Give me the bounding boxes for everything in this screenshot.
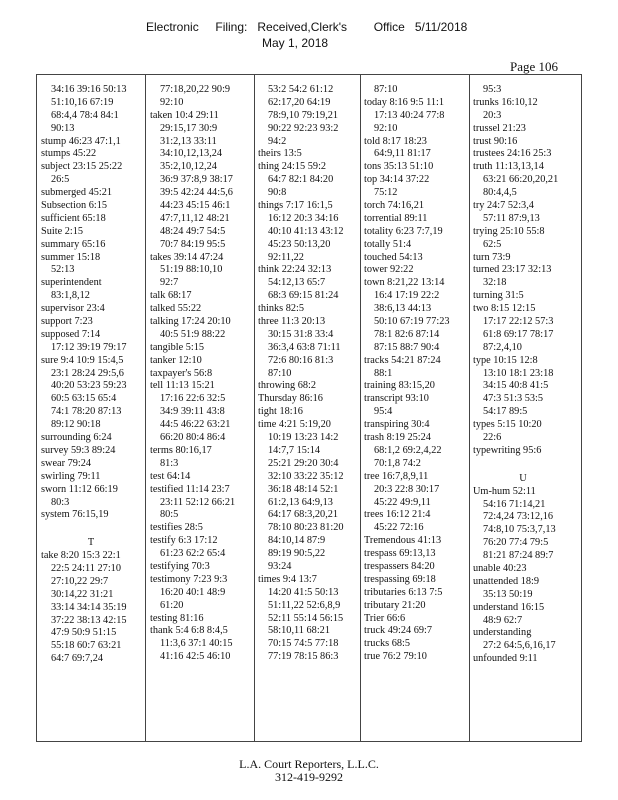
- index-entry: testified 11:14 23:7: [150, 483, 230, 495]
- index-entry: trucks 68:5: [364, 638, 411, 650]
- index-entry: tracks 54:21 87:24: [364, 354, 441, 366]
- index-entry: 17:16 22:6 32:5: [160, 393, 226, 405]
- index-entry: tight 18:16: [258, 406, 303, 418]
- index-entry: 66:20 80:4 86:4: [160, 432, 226, 444]
- index-entry: 95:4: [374, 406, 393, 418]
- index-entry: 34:9 39:11 43:8: [160, 406, 225, 418]
- index-entry: try 24:7 52:3,4: [473, 200, 534, 212]
- index-entry: trustees 24:16 25:3: [473, 148, 552, 160]
- index-entry: sworn 11:12 66:19: [41, 483, 118, 495]
- index-entry: 78:1 82:6 87:14: [374, 328, 440, 340]
- index-entry: 74:8,10 75:3,7,13: [483, 524, 556, 536]
- index-entry: type 10:15 12:8: [473, 354, 538, 366]
- index-entry: trussel 21:23: [473, 122, 526, 134]
- index-entry: 39:5 42:24 44:5,6: [160, 187, 233, 199]
- index-entry: swear 79:24: [41, 457, 92, 469]
- index-entry: 48:24 49:7 54:5: [160, 225, 226, 237]
- index-entry: 34:10,12,13,24: [160, 148, 223, 160]
- index-letter-heading: T: [87, 537, 95, 549]
- index-entry: typewriting 95:6: [473, 444, 542, 456]
- index-entry: 22:6: [483, 432, 502, 444]
- index-entry: testifies 28:5: [150, 522, 203, 534]
- index-entry: told 8:17 18:23: [364, 135, 427, 147]
- index-entry: unfounded 9:11: [473, 653, 538, 665]
- index-entry: Suite 2:15: [41, 225, 84, 237]
- index-entry: three 11:3 20:13: [258, 316, 326, 328]
- index-entry: totality 6:23 7:7,19: [364, 225, 443, 237]
- index-entry: trying 25:10 55:8: [473, 225, 545, 237]
- index-entry: [41, 522, 141, 535]
- index-entry: 35:13 50:19: [483, 588, 533, 600]
- index-entry: torrential 89:11: [364, 212, 428, 224]
- index-entry: two 8:15 12:15: [473, 303, 536, 315]
- index-entry: talked 55:22: [150, 303, 202, 315]
- index-entry: submerged 45:21: [41, 187, 113, 199]
- index-entry: 77:18,20,22 90:9: [160, 84, 231, 95]
- index-entry: training 83:15,20: [364, 380, 435, 392]
- filing-date: May 1, 2018: [262, 36, 329, 50]
- index-entry: 22:5 24:11 27:10: [51, 562, 121, 574]
- index-entry: 36:18 48:14 52:1: [268, 483, 339, 495]
- index-entry: 90:8: [268, 187, 287, 199]
- index-entry: 54:12,13 65:7: [268, 277, 326, 289]
- index-entry: support 7:23: [41, 316, 93, 328]
- column-divider: [360, 74, 361, 742]
- index-entry: 51:19 88:10,10: [160, 264, 223, 276]
- index-entry: 93:24: [268, 560, 292, 572]
- index-entry: 95:3: [483, 84, 502, 95]
- index-entry: 60:5 63:15 65:4: [51, 393, 117, 405]
- index-entry: 27:2 64:5,6,16,17: [483, 640, 556, 652]
- index-entry: tangible 5:15: [150, 341, 205, 353]
- index-entry: sufficient 65:18: [41, 212, 106, 224]
- index-entry: 88:1: [374, 367, 393, 379]
- index-entry: 32:10 33:22 35:12: [268, 470, 344, 482]
- index-entry: trash 8:19 25:24: [364, 432, 431, 444]
- index-entry: supposed 7:14: [41, 328, 101, 340]
- index-entry: 81:21 87:24 89:7: [483, 550, 554, 562]
- index-entry: thing 24:15 59:2: [258, 161, 327, 173]
- index-entry: 51:10,16 67:19: [51, 96, 114, 108]
- index-entry: 55:18 60:7 63:21: [51, 640, 122, 652]
- index-entry: 30:14,22 31:21: [51, 588, 114, 600]
- index-entry: truck 49:24 69:7: [364, 625, 433, 637]
- index-entry: 70:15 74:5 77:18: [268, 638, 339, 650]
- index-entry: 40:10 41:13 43:12: [268, 225, 344, 237]
- index-entry: trespassers 84:20: [364, 560, 435, 572]
- index-entry: 52:11 55:14 56:15: [268, 612, 344, 624]
- index-column-5: [473, 84, 573, 666]
- index-entry: 36:3,4 63:8 71:11: [268, 341, 341, 353]
- index-entry: 84:10,14 87:9: [268, 535, 326, 547]
- index-entry: 92:10: [374, 122, 398, 134]
- reporter-phone: 312-419-9292: [275, 770, 343, 784]
- index-column-1: [41, 84, 141, 666]
- index-entry: turned 23:17 32:13: [473, 264, 552, 276]
- index-entry: throwing 68:2: [258, 380, 317, 392]
- index-entry: stump 46:23 47:1,1: [41, 135, 121, 147]
- index-entry: 16:4 17:19 22:2: [374, 290, 440, 302]
- index-entry: 48:9 62:7: [483, 614, 523, 626]
- index-entry: taxpayer's 56:8: [150, 367, 213, 379]
- index-entry: 76:20 77:4 79:5: [483, 537, 549, 549]
- index-entry: 51:11,22 52:6,8,9: [268, 599, 341, 611]
- index-entry: top 34:14 37:22: [364, 174, 430, 186]
- index-entry: true 76:2 79:10: [364, 651, 427, 663]
- index-entry: thank 5:4 6:8 8:4,5: [150, 625, 228, 637]
- index-entry: transpiring 30:4: [364, 419, 430, 431]
- index-entry: think 22:24 32:13: [258, 264, 332, 276]
- index-entry: today 8:16 9:5 11:1: [364, 96, 444, 108]
- index-entry: surrounding 6:24: [41, 432, 112, 444]
- index-entry: testify 6:3 17:12: [150, 535, 218, 547]
- index-entry: transcript 93:10: [364, 393, 429, 405]
- index-entry: 64:17 68:3,20,21: [268, 509, 339, 521]
- index-entry: 70:7 84:19 95:5: [160, 238, 226, 250]
- index-entry: 64:7 69:7,24: [51, 653, 104, 665]
- index-entry: 72:4,24 73:12,16: [483, 511, 554, 523]
- index-entry: understanding: [473, 627, 532, 639]
- index-entry: takes 39:14 47:24: [150, 251, 224, 263]
- index-entry: [473, 458, 573, 471]
- column-divider: [254, 74, 255, 742]
- index-entry: 34:16 39:16 50:13: [51, 84, 127, 95]
- index-entry: 17:12 39:19 79:17: [51, 341, 127, 353]
- index-entry: 61:2,13 64:9,13: [268, 496, 333, 508]
- index-entry: subject 23:15 25:22: [41, 161, 123, 173]
- index-entry: take 8:20 15:3 22:1: [41, 550, 121, 562]
- page-number: Page 106: [510, 59, 559, 74]
- index-entry: 62:17,20 64:19: [268, 96, 331, 108]
- index-column-2: [150, 84, 250, 664]
- footer: [0, 758, 618, 784]
- index-entry: theirs 13:5: [258, 148, 302, 160]
- index-entry: 70:1,8 74:2: [374, 457, 421, 469]
- index-entry: truth 11:13,13,14: [473, 161, 544, 173]
- column-divider: [145, 74, 146, 742]
- index-entry: 25:21 29:20 30:4: [268, 457, 339, 469]
- index-entry: 13:10 18:1 23:18: [483, 367, 554, 379]
- index-entry: 16:20 40:1 48:9: [160, 586, 226, 598]
- index-entry: system 76:15,19: [41, 509, 109, 521]
- index-column-4: [364, 84, 464, 664]
- index-entry: 41:16 42:5 46:10: [160, 651, 231, 663]
- index-entry: 53:2 54:2 61:12: [268, 84, 334, 95]
- index-entry: 74:1 78:20 87:13: [51, 406, 122, 418]
- index-entry: 32:18: [483, 277, 507, 289]
- index-entry: 94:2: [268, 135, 287, 147]
- index-entry: things 7:17 16:1,5: [258, 200, 333, 212]
- index-entry: unable 40:23: [473, 562, 527, 574]
- index-entry: 90:13: [51, 122, 75, 134]
- index-entry: 40:20 53:23 59:23: [51, 380, 127, 392]
- index-entry: 34:15 40:8 41:5: [483, 380, 549, 392]
- index-entry: town 8:21,22 13:14: [364, 277, 445, 289]
- index-entry: trespass 69:13,13: [364, 548, 436, 560]
- index-entry: 20:3 22:8 30:17: [374, 483, 440, 495]
- index-entry: stumps 45:22: [41, 148, 97, 160]
- index-entry: 26:5: [51, 174, 70, 186]
- index-entry: talking 17:24 20:10: [150, 316, 231, 328]
- index-entry: 87:10: [374, 84, 398, 95]
- index-entry: Subsection 6:15: [41, 200, 108, 212]
- index-entry: 89:12 90:18: [51, 419, 101, 431]
- index-entry: 61:20: [160, 599, 184, 611]
- index-entry: understand 16:15: [473, 601, 545, 613]
- index-entry: 40:5 51:9 88:22: [160, 328, 226, 340]
- index-entry: 45:22 72:16: [374, 522, 424, 534]
- index-entry: tower 92:22: [364, 264, 414, 276]
- index-entry: taken 10:4 29:11: [150, 109, 219, 121]
- index-entry: 33:14 34:14 35:19: [51, 601, 127, 613]
- index-entry: 16:12 20:3 34:16: [268, 212, 339, 224]
- index-entry: time 4:21 5:19,20: [258, 419, 331, 431]
- index-entry: 81:3: [160, 457, 179, 469]
- index-entry: unattended 18:9: [473, 575, 540, 587]
- index-entry: Um-hum 52:11: [473, 485, 536, 497]
- index-entry: trunks 16:10,12: [473, 96, 538, 108]
- index-entry: 90:22 92:23 93:2: [268, 122, 339, 134]
- index-entry: Trier 66:6: [364, 612, 406, 624]
- index-entry: 44:5 46:22 63:21: [160, 419, 231, 431]
- index-entry: 77:19 78:15 86:3: [268, 651, 339, 663]
- index-entry: Thursday 86:16: [258, 393, 323, 405]
- index-entry: 83:1,8,12: [51, 290, 90, 302]
- index-entry: times 9:4 13:7: [258, 573, 317, 585]
- index-entry: 30:15 31:8 33:4: [268, 328, 334, 340]
- index-entry: 54:16 71:14,21: [483, 498, 546, 510]
- index-entry: 87:2,4,10: [483, 341, 522, 353]
- index-entry: 87:15 88:7 90:4: [374, 341, 440, 353]
- index-entry: trespassing 69:18: [364, 573, 436, 585]
- index-entry: 52:13: [51, 264, 75, 276]
- index-entry: superintendent: [41, 277, 102, 289]
- index-entry: tell 11:13 15:21: [150, 380, 215, 392]
- index-entry: tributary 21:20: [364, 599, 426, 611]
- index-entry: testifying 70:3: [150, 560, 210, 572]
- index-entry: survey 59:3 89:24: [41, 444, 116, 456]
- index-entry: 80:5: [160, 509, 179, 521]
- index-entry: 72:6 80:16 81:3: [268, 354, 334, 366]
- index-entry: types 5:15 10:20: [473, 419, 542, 431]
- index-entry: supervisor 23:4: [41, 303, 105, 315]
- index-entry: testimony 7:23 9:3: [150, 573, 228, 585]
- index-entry: 29:15,17 30:9: [160, 122, 218, 134]
- index-entry: turning 31:5: [473, 290, 524, 302]
- index-entry: tree 16:7,8,9,11: [364, 470, 429, 482]
- index-entry: 47:9 50:9 51:15: [51, 627, 117, 639]
- index-entry: 64:7 82:1 84:20: [268, 174, 334, 186]
- index-entry: 17:13 40:24 77:8: [374, 109, 445, 121]
- index-entry: testing 81:16: [150, 612, 204, 624]
- index-entry: 20:3: [483, 109, 502, 121]
- index-entry: summer 15:18: [41, 251, 101, 263]
- index-entry: 68:1,2 69:2,4,22: [374, 444, 442, 456]
- index-entry: 80:4,4,5: [483, 187, 517, 199]
- index-entry: tons 35:13 51:10: [364, 161, 434, 173]
- index-entry: tributaries 6:13 7:5: [364, 586, 443, 598]
- index-entry: 64:9,11 81:17: [374, 148, 431, 160]
- index-entry: 14:7,7 15:14: [268, 444, 321, 456]
- index-column-3: [258, 84, 358, 664]
- index-entry: 58:10,11 68:21: [268, 625, 330, 637]
- filing-stamp-line: Electronic Filing: Received,Clerk's Office 5/11/2018: [146, 20, 468, 34]
- index-entry: torch 74:16,21: [364, 200, 425, 212]
- index-entry: 10:19 13:23 14:2: [268, 432, 339, 444]
- index-entry: 17:17 22:12 57:3: [483, 316, 554, 328]
- index-entry: 63:21 66:20,20,21: [483, 174, 559, 186]
- index-entry: test 64:14: [150, 470, 191, 482]
- index-entry: talk 68:17: [150, 290, 192, 302]
- index-entry: summary 65:16: [41, 238, 106, 250]
- index-entry: 92:7: [160, 277, 179, 289]
- index-entry: 54:17 89:5: [483, 406, 528, 418]
- index-entry: touched 54:13: [364, 251, 423, 263]
- index-entry: 78:10 80:23 81:20: [268, 522, 344, 534]
- index-entry: 80:3: [51, 496, 70, 508]
- index-entry: totally 51:4: [364, 238, 412, 250]
- index-entry: 50:10 67:19 77:23: [374, 316, 450, 328]
- index-letter-heading: U: [519, 472, 527, 484]
- index-entry: 68:3 69:15 81:24: [268, 290, 339, 302]
- index-entry: trust 90:16: [473, 135, 518, 147]
- index-entry: 61:23 62:2 65:4: [160, 548, 226, 560]
- index-entry: terms 80:16,17: [150, 444, 212, 456]
- column-divider: [469, 74, 470, 742]
- index-entry: Tremendous 41:13: [364, 535, 442, 547]
- reporter-name: L.A. Court Reporters, L.L.C.: [239, 757, 379, 771]
- index-entry: trees 16:12 21:4: [364, 509, 431, 521]
- index-entry: 35:2,10,12,24: [160, 161, 217, 173]
- index-entry: 47:3 51:3 53:5: [483, 393, 544, 405]
- index-entry: 92:11,22: [268, 251, 304, 263]
- index-entry: 47:7,11,12 48:21: [160, 212, 230, 224]
- index-entry: turn 73:9: [473, 251, 511, 263]
- index-entry: 27:10,22 29:7: [51, 575, 109, 587]
- index-entry: 57:11 87:9,13: [483, 212, 540, 224]
- index-entry: 45:22 49:9,11: [374, 496, 431, 508]
- index-entry: 45:23 50:13,20: [268, 238, 331, 250]
- index-entry: 89:19 90:5,22: [268, 548, 326, 560]
- index-entry: 87:10: [268, 367, 292, 379]
- index-entry: 23:11 52:12 66:21: [160, 496, 236, 508]
- index-entry: sure 9:4 10:9 15:4,5: [41, 354, 124, 366]
- index-entry: 61:8 69:17 78:17: [483, 328, 554, 340]
- index-entry: 78:9,10 79:19,21: [268, 109, 339, 121]
- index-entry: 68:4,4 78:4 84:1: [51, 109, 119, 121]
- index-entry: 11:3,6 37:1 40:15: [160, 638, 233, 650]
- index-entry: tanker 12:10: [150, 354, 202, 366]
- index-entry: swirling 79:11: [41, 470, 101, 482]
- index-entry: 37:22 38:13 42:15: [51, 614, 127, 626]
- index-entry: 23:1 28:24 29:5,6: [51, 367, 124, 379]
- index-entry: 31:2,13 33:11: [160, 135, 217, 147]
- index-entry: 38:6,13 44:13: [374, 303, 432, 315]
- index-entry: 92:10: [160, 96, 184, 108]
- index-entry: 36:9 37:8,9 38:17: [160, 174, 233, 186]
- index-entry: 14:20 41:5 50:13: [268, 586, 339, 598]
- index-entry: thinks 82:5: [258, 303, 305, 315]
- index-entry: 44:23 45:15 46:1: [160, 200, 231, 212]
- index-entry: 75:12: [374, 187, 398, 199]
- index-entry: 62:5: [483, 238, 502, 250]
